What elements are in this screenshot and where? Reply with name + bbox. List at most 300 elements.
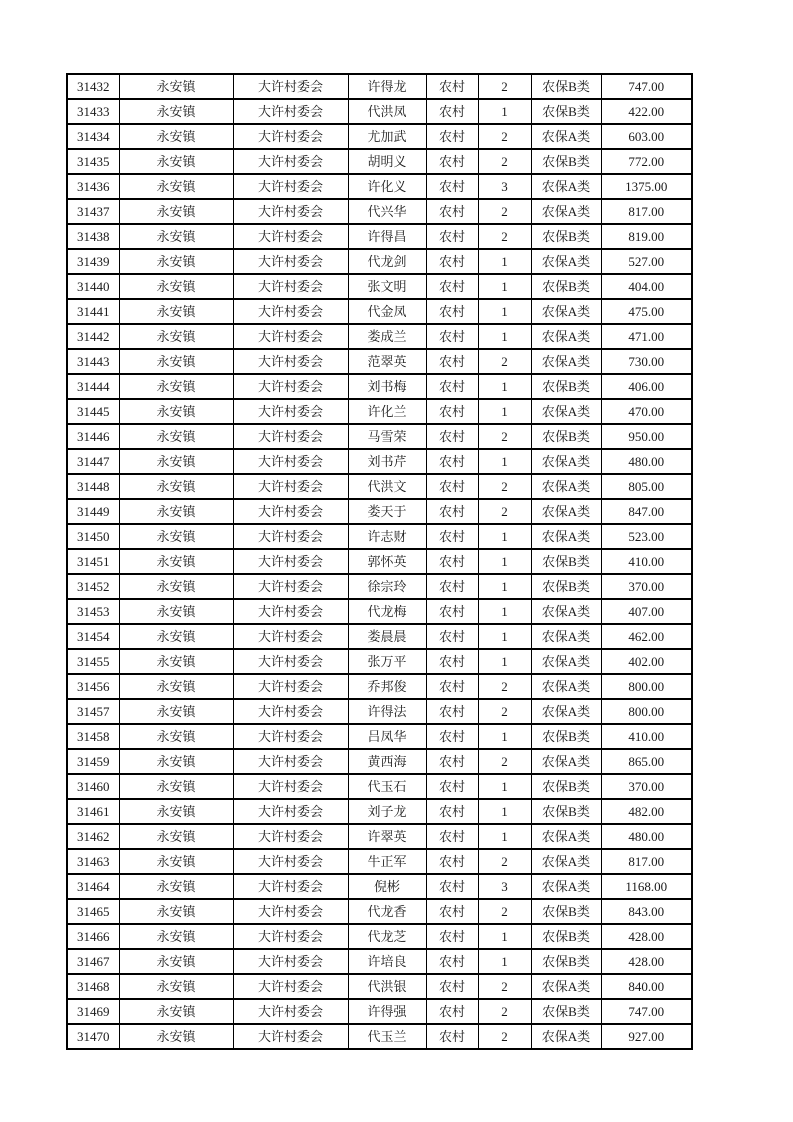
cell-residence-type: 农村	[426, 849, 478, 874]
cell-record-id: 31446	[67, 424, 119, 449]
cell-amount: 847.00	[601, 499, 692, 524]
cell-town: 永安镇	[119, 649, 233, 674]
table-row	[67, 249, 692, 274]
cell-record-id: 31441	[67, 299, 119, 324]
cell-residence-type: 农村	[426, 649, 478, 674]
cell-residence-type: 农村	[426, 1024, 478, 1049]
cell-village-committee: 大许村委会	[233, 624, 348, 649]
cell-town: 永安镇	[119, 724, 233, 749]
table-row	[67, 574, 692, 599]
cell-residence-type: 农村	[426, 624, 478, 649]
cell-record-id: 31440	[67, 274, 119, 299]
cell-village-committee: 大许村委会	[233, 349, 348, 374]
cell-person-count: 1	[478, 399, 531, 424]
cell-amount: 527.00	[601, 249, 692, 274]
cell-residence-type: 农村	[426, 899, 478, 924]
cell-record-id: 31433	[67, 99, 119, 124]
cell-amount: 428.00	[601, 949, 692, 974]
cell-town: 永安镇	[119, 499, 233, 524]
cell-record-id: 31465	[67, 899, 119, 924]
cell-amount: 819.00	[601, 224, 692, 249]
cell-person-count: 3	[478, 874, 531, 899]
cell-amount: 407.00	[601, 599, 692, 624]
cell-person-name: 吕凤华	[348, 724, 426, 749]
cell-town: 永安镇	[119, 524, 233, 549]
cell-village-committee: 大许村委会	[233, 174, 348, 199]
cell-insurance-category: 农保A类	[531, 649, 601, 674]
table-row	[67, 724, 692, 749]
cell-amount: 482.00	[601, 799, 692, 824]
cell-town: 永安镇	[119, 424, 233, 449]
cell-town: 永安镇	[119, 949, 233, 974]
cell-village-committee: 大许村委会	[233, 874, 348, 899]
cell-amount: 817.00	[601, 199, 692, 224]
table-row	[67, 749, 692, 774]
cell-record-id: 31435	[67, 149, 119, 174]
table-row	[67, 174, 692, 199]
cell-person-name: 娄天于	[348, 499, 426, 524]
cell-person-name: 许得法	[348, 699, 426, 724]
cell-residence-type: 农村	[426, 249, 478, 274]
cell-person-count: 3	[478, 174, 531, 199]
cell-residence-type: 农村	[426, 799, 478, 824]
cell-person-count: 2	[478, 424, 531, 449]
cell-town: 永安镇	[119, 249, 233, 274]
cell-record-id: 31450	[67, 524, 119, 549]
cell-record-id: 31460	[67, 774, 119, 799]
cell-insurance-category: 农保A类	[531, 599, 601, 624]
table-row	[67, 199, 692, 224]
cell-insurance-category: 农保A类	[531, 349, 601, 374]
cell-village-committee: 大许村委会	[233, 1024, 348, 1049]
cell-town: 永安镇	[119, 799, 233, 824]
cell-town: 永安镇	[119, 749, 233, 774]
table-row	[67, 624, 692, 649]
cell-person-count: 1	[478, 924, 531, 949]
cell-village-committee: 大许村委会	[233, 949, 348, 974]
cell-residence-type: 农村	[426, 999, 478, 1024]
cell-village-committee: 大许村委会	[233, 474, 348, 499]
cell-village-committee: 大许村委会	[233, 99, 348, 124]
cell-residence-type: 农村	[426, 599, 478, 624]
cell-person-name: 尤加武	[348, 124, 426, 149]
cell-person-count: 2	[478, 999, 531, 1024]
table-row	[67, 149, 692, 174]
cell-record-id: 31458	[67, 724, 119, 749]
cell-person-count: 2	[478, 699, 531, 724]
cell-person-count: 2	[478, 149, 531, 174]
table-row	[67, 599, 692, 624]
cell-person-count: 2	[478, 974, 531, 999]
cell-insurance-category: 农保A类	[531, 974, 601, 999]
cell-person-name: 代洪文	[348, 474, 426, 499]
cell-town: 永安镇	[119, 899, 233, 924]
table-row	[67, 799, 692, 824]
cell-town: 永安镇	[119, 824, 233, 849]
cell-town: 永安镇	[119, 574, 233, 599]
cell-record-id: 31457	[67, 699, 119, 724]
cell-record-id: 31448	[67, 474, 119, 499]
table-row	[67, 699, 692, 724]
cell-insurance-category: 农保A类	[531, 174, 601, 199]
cell-village-committee: 大许村委会	[233, 699, 348, 724]
cell-town: 永安镇	[119, 449, 233, 474]
cell-amount: 370.00	[601, 574, 692, 599]
table-row	[67, 974, 692, 999]
cell-amount: 470.00	[601, 399, 692, 424]
cell-amount: 422.00	[601, 99, 692, 124]
cell-amount: 800.00	[601, 699, 692, 724]
cell-village-committee: 大许村委会	[233, 574, 348, 599]
cell-person-count: 1	[478, 324, 531, 349]
cell-residence-type: 农村	[426, 749, 478, 774]
cell-village-committee: 大许村委会	[233, 799, 348, 824]
cell-town: 永安镇	[119, 549, 233, 574]
table-row	[67, 874, 692, 899]
cell-insurance-category: 农保A类	[531, 499, 601, 524]
cell-person-count: 2	[478, 199, 531, 224]
cell-residence-type: 农村	[426, 974, 478, 999]
cell-village-committee: 大许村委会	[233, 674, 348, 699]
cell-insurance-category: 农保B类	[531, 774, 601, 799]
cell-person-count: 1	[478, 799, 531, 824]
cell-person-name: 代龙梅	[348, 599, 426, 624]
cell-town: 永安镇	[119, 999, 233, 1024]
cell-residence-type: 农村	[426, 199, 478, 224]
cell-person-name: 郭怀英	[348, 549, 426, 574]
benefits-table	[66, 73, 693, 1050]
cell-insurance-category: 农保A类	[531, 449, 601, 474]
cell-person-count: 1	[478, 449, 531, 474]
cell-town: 永安镇	[119, 74, 233, 99]
cell-person-name: 代龙芝	[348, 924, 426, 949]
cell-amount: 410.00	[601, 549, 692, 574]
cell-person-count: 2	[478, 849, 531, 874]
cell-residence-type: 农村	[426, 924, 478, 949]
cell-insurance-category: 农保A类	[531, 299, 601, 324]
cell-record-id: 31469	[67, 999, 119, 1024]
cell-insurance-category: 农保B类	[531, 999, 601, 1024]
cell-person-count: 1	[478, 299, 531, 324]
cell-village-committee: 大许村委会	[233, 999, 348, 1024]
cell-town: 永安镇	[119, 299, 233, 324]
cell-person-count: 1	[478, 624, 531, 649]
cell-village-committee: 大许村委会	[233, 774, 348, 799]
table-row	[67, 124, 692, 149]
cell-village-committee: 大许村委会	[233, 424, 348, 449]
cell-amount: 410.00	[601, 724, 692, 749]
cell-village-committee: 大许村委会	[233, 149, 348, 174]
table-row	[67, 924, 692, 949]
table-row	[67, 849, 692, 874]
cell-insurance-category: 农保B类	[531, 799, 601, 824]
cell-village-committee: 大许村委会	[233, 649, 348, 674]
table-row	[67, 674, 692, 699]
cell-record-id: 31434	[67, 124, 119, 149]
cell-record-id: 31443	[67, 349, 119, 374]
cell-person-count: 2	[478, 899, 531, 924]
cell-residence-type: 农村	[426, 399, 478, 424]
cell-person-name: 代龙香	[348, 899, 426, 924]
cell-insurance-category: 农保B类	[531, 424, 601, 449]
cell-village-committee: 大许村委会	[233, 749, 348, 774]
cell-amount: 840.00	[601, 974, 692, 999]
cell-insurance-category: 农保B类	[531, 99, 601, 124]
cell-insurance-category: 农保A类	[531, 199, 601, 224]
cell-record-id: 31444	[67, 374, 119, 399]
cell-record-id: 31439	[67, 249, 119, 274]
cell-person-name: 代龙剑	[348, 249, 426, 274]
cell-amount: 1168.00	[601, 874, 692, 899]
cell-residence-type: 农村	[426, 349, 478, 374]
cell-residence-type: 农村	[426, 324, 478, 349]
cell-residence-type: 农村	[426, 699, 478, 724]
table-body	[67, 74, 692, 1049]
cell-person-count: 1	[478, 274, 531, 299]
cell-town: 永安镇	[119, 774, 233, 799]
cell-residence-type: 农村	[426, 874, 478, 899]
cell-insurance-category: 农保B类	[531, 374, 601, 399]
cell-insurance-category: 农保B类	[531, 949, 601, 974]
cell-insurance-category: 农保B类	[531, 574, 601, 599]
cell-person-name: 许翠英	[348, 824, 426, 849]
cell-amount: 747.00	[601, 74, 692, 99]
cell-person-count: 2	[478, 749, 531, 774]
table-row	[67, 499, 692, 524]
cell-person-count: 2	[478, 499, 531, 524]
cell-person-name: 张万平	[348, 649, 426, 674]
cell-insurance-category: 农保B类	[531, 899, 601, 924]
cell-residence-type: 农村	[426, 724, 478, 749]
cell-insurance-category: 农保A类	[531, 624, 601, 649]
table-row	[67, 399, 692, 424]
cell-amount: 800.00	[601, 674, 692, 699]
cell-residence-type: 农村	[426, 374, 478, 399]
cell-village-committee: 大许村委会	[233, 274, 348, 299]
cell-amount: 480.00	[601, 824, 692, 849]
cell-person-count: 2	[478, 1024, 531, 1049]
cell-record-id: 31467	[67, 949, 119, 974]
cell-amount: 404.00	[601, 274, 692, 299]
cell-village-committee: 大许村委会	[233, 824, 348, 849]
cell-insurance-category: 农保A类	[531, 749, 601, 774]
cell-record-id: 31455	[67, 649, 119, 674]
cell-amount: 402.00	[601, 649, 692, 674]
cell-person-name: 许得龙	[348, 74, 426, 99]
cell-person-name: 胡明义	[348, 149, 426, 174]
cell-record-id: 31436	[67, 174, 119, 199]
cell-record-id: 31468	[67, 974, 119, 999]
cell-person-name: 许志财	[348, 524, 426, 549]
cell-person-count: 1	[478, 599, 531, 624]
cell-person-count: 1	[478, 99, 531, 124]
cell-insurance-category: 农保A类	[531, 524, 601, 549]
cell-residence-type: 农村	[426, 499, 478, 524]
cell-person-name: 许得强	[348, 999, 426, 1024]
cell-residence-type: 农村	[426, 774, 478, 799]
cell-village-committee: 大许村委会	[233, 449, 348, 474]
table-row	[67, 374, 692, 399]
cell-record-id: 31461	[67, 799, 119, 824]
cell-insurance-category: 农保B类	[531, 924, 601, 949]
cell-record-id: 31470	[67, 1024, 119, 1049]
cell-person-name: 黄西海	[348, 749, 426, 774]
cell-insurance-category: 农保A类	[531, 399, 601, 424]
cell-record-id: 31463	[67, 849, 119, 874]
cell-amount: 471.00	[601, 324, 692, 349]
cell-residence-type: 农村	[426, 449, 478, 474]
table-row	[67, 899, 692, 924]
cell-amount: 462.00	[601, 624, 692, 649]
cell-village-committee: 大许村委会	[233, 124, 348, 149]
cell-town: 永安镇	[119, 224, 233, 249]
table-row	[67, 774, 692, 799]
cell-person-count: 2	[478, 474, 531, 499]
cell-town: 永安镇	[119, 149, 233, 174]
cell-person-count: 2	[478, 74, 531, 99]
cell-village-committee: 大许村委会	[233, 249, 348, 274]
cell-person-name: 徐宗玲	[348, 574, 426, 599]
cell-person-name: 乔邦俊	[348, 674, 426, 699]
cell-town: 永安镇	[119, 324, 233, 349]
cell-record-id: 31442	[67, 324, 119, 349]
cell-town: 永安镇	[119, 124, 233, 149]
table-row	[67, 74, 692, 99]
table-row	[67, 999, 692, 1024]
cell-residence-type: 农村	[426, 224, 478, 249]
cell-person-count: 1	[478, 774, 531, 799]
cell-person-name: 刘书芹	[348, 449, 426, 474]
cell-residence-type: 农村	[426, 299, 478, 324]
cell-residence-type: 农村	[426, 124, 478, 149]
cell-person-count: 1	[478, 374, 531, 399]
cell-person-name: 刘子龙	[348, 799, 426, 824]
table-row	[67, 299, 692, 324]
cell-record-id: 31459	[67, 749, 119, 774]
cell-person-name: 代洪凤	[348, 99, 426, 124]
table-row	[67, 99, 692, 124]
cell-town: 永安镇	[119, 599, 233, 624]
cell-record-id: 31438	[67, 224, 119, 249]
cell-insurance-category: 农保A类	[531, 124, 601, 149]
cell-person-name: 代金凤	[348, 299, 426, 324]
cell-village-committee: 大许村委会	[233, 199, 348, 224]
cell-village-committee: 大许村委会	[233, 74, 348, 99]
cell-record-id: 31454	[67, 624, 119, 649]
cell-amount: 747.00	[601, 999, 692, 1024]
cell-person-count: 2	[478, 124, 531, 149]
cell-residence-type: 农村	[426, 149, 478, 174]
cell-town: 永安镇	[119, 374, 233, 399]
table-row	[67, 949, 692, 974]
cell-insurance-category: 农保B类	[531, 149, 601, 174]
cell-amount: 817.00	[601, 849, 692, 874]
cell-town: 永安镇	[119, 1024, 233, 1049]
cell-record-id: 31451	[67, 549, 119, 574]
cell-residence-type: 农村	[426, 99, 478, 124]
cell-village-committee: 大许村委会	[233, 599, 348, 624]
cell-town: 永安镇	[119, 199, 233, 224]
cell-person-name: 马雪荣	[348, 424, 426, 449]
cell-insurance-category: 农保A类	[531, 249, 601, 274]
cell-person-name: 许培良	[348, 949, 426, 974]
cell-insurance-category: 农保B类	[531, 74, 601, 99]
cell-record-id: 31453	[67, 599, 119, 624]
cell-record-id: 31447	[67, 449, 119, 474]
cell-insurance-category: 农保A类	[531, 874, 601, 899]
cell-town: 永安镇	[119, 874, 233, 899]
cell-person-name: 代玉兰	[348, 1024, 426, 1049]
cell-residence-type: 农村	[426, 74, 478, 99]
cell-person-name: 娄晨晨	[348, 624, 426, 649]
table-row	[67, 224, 692, 249]
cell-person-count: 1	[478, 574, 531, 599]
cell-town: 永安镇	[119, 174, 233, 199]
cell-person-name: 张文明	[348, 274, 426, 299]
cell-town: 永安镇	[119, 974, 233, 999]
cell-insurance-category: 农保A类	[531, 324, 601, 349]
table-row	[67, 524, 692, 549]
cell-amount: 523.00	[601, 524, 692, 549]
cell-insurance-category: 农保A类	[531, 1024, 601, 1049]
cell-record-id: 31466	[67, 924, 119, 949]
cell-village-committee: 大许村委会	[233, 499, 348, 524]
table-row	[67, 549, 692, 574]
cell-village-committee: 大许村委会	[233, 549, 348, 574]
cell-record-id: 31464	[67, 874, 119, 899]
cell-town: 永安镇	[119, 474, 233, 499]
cell-insurance-category: 农保A类	[531, 474, 601, 499]
cell-person-count: 1	[478, 549, 531, 574]
cell-residence-type: 农村	[426, 424, 478, 449]
cell-amount: 950.00	[601, 424, 692, 449]
cell-residence-type: 农村	[426, 824, 478, 849]
table-row	[67, 649, 692, 674]
cell-person-count: 1	[478, 724, 531, 749]
cell-residence-type: 农村	[426, 274, 478, 299]
cell-person-count: 1	[478, 524, 531, 549]
cell-insurance-category: 农保B类	[531, 724, 601, 749]
cell-person-name: 许化义	[348, 174, 426, 199]
cell-town: 永安镇	[119, 349, 233, 374]
cell-town: 永安镇	[119, 924, 233, 949]
table-row	[67, 324, 692, 349]
cell-person-name: 代玉石	[348, 774, 426, 799]
cell-residence-type: 农村	[426, 174, 478, 199]
cell-person-name: 倪彬	[348, 874, 426, 899]
cell-village-committee: 大许村委会	[233, 399, 348, 424]
cell-person-count: 2	[478, 224, 531, 249]
cell-insurance-category: 农保A类	[531, 824, 601, 849]
cell-record-id: 31445	[67, 399, 119, 424]
cell-amount: 772.00	[601, 149, 692, 174]
table-row	[67, 449, 692, 474]
cell-village-committee: 大许村委会	[233, 924, 348, 949]
cell-village-committee: 大许村委会	[233, 324, 348, 349]
cell-amount: 370.00	[601, 774, 692, 799]
cell-person-name: 代兴华	[348, 199, 426, 224]
cell-person-count: 1	[478, 249, 531, 274]
cell-town: 永安镇	[119, 674, 233, 699]
table-row	[67, 349, 692, 374]
cell-village-committee: 大许村委会	[233, 374, 348, 399]
cell-insurance-category: 农保B类	[531, 549, 601, 574]
cell-amount: 843.00	[601, 899, 692, 924]
cell-town: 永安镇	[119, 274, 233, 299]
cell-residence-type: 农村	[426, 574, 478, 599]
cell-person-count: 1	[478, 949, 531, 974]
cell-amount: 805.00	[601, 474, 692, 499]
